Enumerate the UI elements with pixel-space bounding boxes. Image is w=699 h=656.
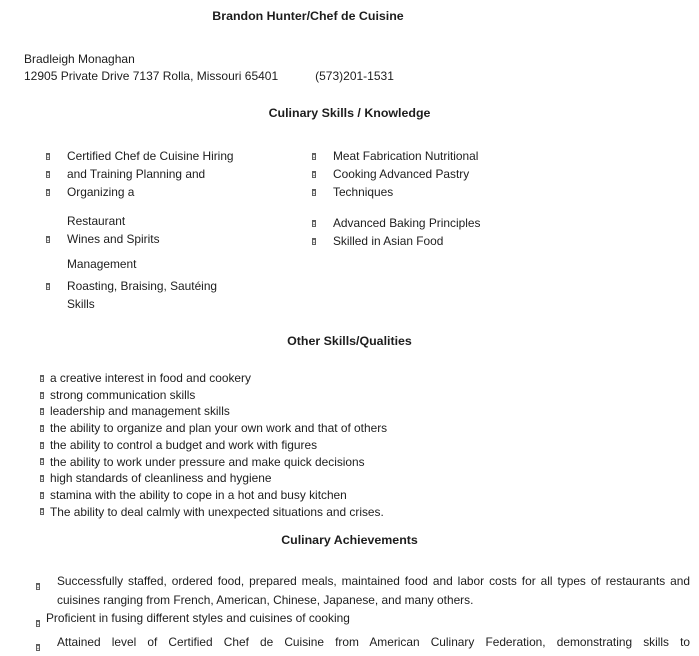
skill-text: Meat Fabrication Nutritional <box>333 149 479 163</box>
bullet-icon <box>40 375 44 382</box>
list-item-text: high standards of cleanliness and hygiene <box>50 471 272 486</box>
skills-right-column <box>312 147 699 313</box>
skill-line <box>46 277 312 295</box>
skill-line <box>46 295 312 313</box>
list-item-text: the ability to organize and plan your own work and that of others <box>50 421 388 436</box>
bullet-icon <box>40 425 44 432</box>
section-heading-achievements: Culinary Achievements <box>281 533 418 548</box>
bullet-icon <box>312 238 316 245</box>
bullet-icon <box>40 392 44 399</box>
bullet-icon <box>312 153 316 160</box>
section-heading-culinary-skills: Culinary Skills / Knowledge <box>268 106 431 120</box>
bullet-icon <box>46 153 50 160</box>
list-item-text: a creative interest in food and cookery <box>50 371 251 385</box>
achievement-text: Attained level of Certified Chef de Cuisine from American Culinary Federation, demonstrating skills to <box>57 634 690 649</box>
skill-text: Skilled in Asian Food <box>333 234 444 248</box>
skill-line <box>46 212 312 230</box>
list-item-text: the ability to work under pressure and make quick decisions <box>50 454 365 469</box>
achievement-text: Successfully staffed, ordered food, prepared meals, maintained food and labor costs for all types of restaurants and cuisines ranging from French, American, Chinese, Japanese, and many others. <box>57 574 690 607</box>
achievement-item <box>36 633 690 656</box>
list-item <box>40 403 699 420</box>
achievement-item <box>36 572 690 609</box>
contact-phone: (573)201-1531 <box>315 68 394 83</box>
list-item <box>40 370 699 387</box>
skill-line <box>312 165 699 183</box>
bullet-icon <box>40 475 44 482</box>
skill-text: Skills <box>67 297 95 311</box>
list-item-text: stamina with the ability to cope in a hot and busy kitchen <box>50 487 347 502</box>
bullet-icon <box>312 171 316 178</box>
bullet-icon <box>46 283 50 290</box>
achievement-text: Proficient in fusing different styles and cuisines of cooking <box>46 611 350 626</box>
bullet-icon <box>36 583 40 590</box>
skill-text: Management <box>67 257 137 271</box>
list-item <box>40 470 699 487</box>
list-item-text: the ability to control a budget and work with figures <box>50 437 318 452</box>
bullet-icon <box>40 458 44 465</box>
skill-text: Advanced Baking Principles <box>333 216 481 230</box>
skill-line <box>312 183 699 201</box>
bullet-icon <box>312 189 316 196</box>
skill-line <box>312 232 699 250</box>
skill-line <box>312 214 699 232</box>
skill-text: Certified Chef de Cuisine Hiring <box>67 149 234 163</box>
section-heading-other-skills: Other Skills/Qualities <box>287 334 412 348</box>
contact-name: Bradleigh Monaghan <box>24 52 135 66</box>
bullet-icon <box>40 408 44 415</box>
skill-text: Cooking Advanced Pastry <box>333 167 470 181</box>
bullet-icon <box>46 171 50 178</box>
list-item <box>40 487 699 504</box>
list-item-text: leadership and management skills <box>50 404 230 419</box>
bullet-icon <box>36 644 40 651</box>
bullet-icon <box>40 492 44 499</box>
skill-line <box>312 147 699 165</box>
other-skills-list <box>40 370 699 520</box>
list-item-text: strong communication skills <box>50 387 196 402</box>
bullet-icon <box>312 220 316 227</box>
bullet-icon <box>46 189 50 196</box>
culinary-skills-columns <box>0 147 699 313</box>
skill-text: Techniques <box>333 185 394 199</box>
achievements-list <box>36 572 690 656</box>
list-item <box>40 454 699 471</box>
skills-left-column <box>46 147 312 313</box>
bullet-icon <box>36 620 40 627</box>
skill-text: and Training Planning and <box>67 167 206 181</box>
list-item-text: The ability to deal calmly with unexpected situations and crises. <box>50 504 384 519</box>
skill-text: Organizing a <box>67 185 135 199</box>
skill-line <box>46 183 312 201</box>
list-item <box>40 504 699 521</box>
skill-line <box>46 255 312 273</box>
skill-line <box>46 230 312 248</box>
bullet-icon <box>40 508 44 515</box>
bullet-icon <box>46 236 50 243</box>
skill-line <box>46 147 312 165</box>
list-item <box>40 420 699 437</box>
contact-address: 12905 Private Drive 7137 Rolla, Missouri 65401 <box>24 68 279 83</box>
list-item <box>40 437 699 454</box>
skill-text: Wines and Spirits <box>67 232 160 246</box>
document-title: Brandon Hunter/Chef de Cuisine <box>212 9 404 23</box>
skill-line <box>46 165 312 183</box>
skill-text: Restaurant <box>67 214 126 228</box>
skill-text: Roasting, Braising, Sautéing <box>67 279 218 293</box>
list-item <box>40 387 699 404</box>
bullet-icon <box>40 442 44 449</box>
contact-address-line <box>24 68 699 85</box>
contact-block <box>24 51 699 84</box>
achievement-item <box>36 609 690 633</box>
